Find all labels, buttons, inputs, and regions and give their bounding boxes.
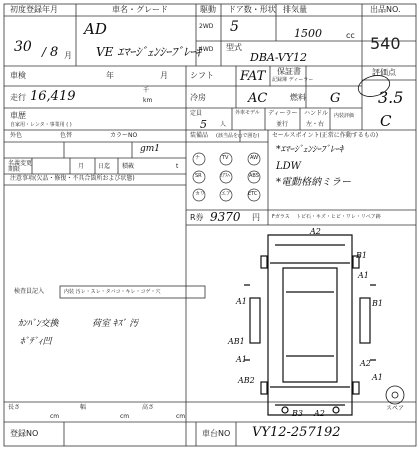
label-equipment-sub: (該当品を○で囲む) [216, 133, 260, 139]
label-inspector: 検査員記入 [14, 288, 45, 295]
label-score: 評価点 [372, 68, 396, 77]
label-color-new: 色替 [60, 132, 73, 139]
value-doors: 5 [230, 19, 239, 35]
damage-right-1: A1 [358, 271, 369, 280]
label-capacity-unit: 人 [220, 121, 227, 128]
label-f-glass-checks: トビ石・キズ・ヒビ・ワレ・リペア跡 [296, 214, 381, 220]
value-capacity: 5 [200, 118, 207, 131]
label-equipment: 装備品 [190, 132, 209, 139]
label-length-cm: cm [50, 413, 60, 420]
damage-rear-2: A2 [314, 409, 325, 418]
damage-front-right: B1 [356, 251, 367, 260]
label-registration-no: 登録NO [10, 429, 39, 438]
value-chassis-no: VY12-257192 [252, 425, 341, 440]
label-ton: t [176, 163, 179, 170]
damage-rear-1: B3 [292, 409, 303, 418]
label-4wd: 4WD [199, 46, 214, 53]
value-car-name: AD [84, 20, 107, 38]
label-ac: 冷房 [190, 93, 206, 102]
label-warranty: 保証書 [277, 67, 301, 76]
label-height: 高さ [142, 404, 155, 411]
label-inspector-items: 内装 汚レ・スレ・タバコ・キレ・コゲ・穴 [64, 289, 161, 295]
car-diagram-icon [244, 235, 376, 415]
label-inspection-month: 月 [160, 71, 168, 80]
label-displacement: 排気量 [283, 5, 307, 14]
label-width: 幅 [80, 404, 87, 411]
value-year: 30 [14, 39, 32, 55]
label-month-unit: 月 [64, 51, 72, 60]
label-month-2: 月 [78, 163, 85, 170]
damage-front: A2 [310, 227, 321, 236]
label-loaded: 積載 [122, 163, 135, 170]
equip-abs: ABS [249, 173, 259, 179]
value-mileage: 16,419 [30, 89, 76, 104]
damage-rear-left: AB2 [238, 376, 255, 385]
damage-left-3: A1 [236, 355, 247, 364]
label-km: km [143, 97, 153, 104]
damage-left-2: AB1 [228, 337, 245, 346]
label-door-shape: ドア数・形状 [228, 5, 276, 14]
note-3: ﾎﾞﾃﾞｨ凹 [20, 337, 52, 347]
label-dealer: ディーラー [268, 110, 298, 117]
equip-tv: TV [222, 155, 229, 161]
label-car-name-grade: 車名・グレード [112, 5, 168, 14]
value-recycle: 9370 [210, 210, 241, 224]
value-color-no: gm1 [140, 144, 161, 154]
label-height-cm: cm [176, 413, 186, 420]
label-color-old: 外色 [10, 132, 23, 139]
label-length: 長さ [8, 404, 21, 411]
value-fuel: G [330, 91, 341, 106]
value-grade: VE ｴﾏｰｼﾞｪﾝｼｰﾌﾞﾚｰｷ [96, 45, 202, 59]
equip-air: エア [221, 191, 232, 197]
note-1: ｶﾝﾊﾞﾝ交換 [18, 319, 59, 329]
label-model: 型式 [226, 43, 242, 52]
label-first-registration: 初度登録年月 [10, 5, 58, 14]
label-inspection-year: 年 [106, 71, 114, 80]
equip-leather: カワ [195, 191, 206, 197]
label-recycle: R券 [190, 213, 204, 222]
label-yen: 円 [252, 213, 260, 222]
label-sales-points: セールスポイント(正常に作動するもの) [272, 132, 379, 139]
label-listing-no: 出品NO. [370, 5, 401, 14]
equip-aw: AW [250, 155, 259, 161]
label-handle: ハンドル [304, 110, 329, 117]
label-cc: cc [346, 31, 355, 40]
value-model: DBA-VY12 [250, 51, 307, 64]
value-ac: AC [248, 91, 268, 106]
value-score: 3.5 [378, 88, 404, 107]
equip-sr: SR [195, 173, 202, 179]
damage-rear-right-1: A1 [372, 373, 383, 382]
value-interior-score: C [380, 112, 392, 130]
label-chassis-no: 車台NO [202, 429, 231, 438]
label-drive: 駆動 [200, 5, 216, 14]
label-mileage: 走行 [10, 93, 26, 102]
label-notes: 注意事項(欠品・修復・不具合箇所および状態) [10, 175, 135, 182]
value-listing-no: 540 [370, 34, 401, 53]
damage-left-1: A1 [236, 297, 247, 306]
label-color-no: カラーNO [110, 132, 138, 139]
value-month: 8 [50, 45, 59, 60]
equip-etc: ETC [248, 191, 258, 197]
label-history-sub: 自家用・レンタ・事業用 ( ) [10, 122, 72, 128]
value-displacement: 1500 [294, 27, 322, 40]
label-name-change: 名義変更期限 [8, 160, 33, 173]
label-spare: スペア [386, 405, 405, 412]
label-width-cm: cm [120, 413, 130, 420]
year-slash: / [42, 45, 47, 59]
label-outer-model: 外車モデル [235, 110, 260, 116]
label-shift: シフト [190, 71, 214, 80]
label-f-glass: Fガラス [272, 214, 290, 220]
sales-point-3: *電動格納ミラー [276, 177, 351, 188]
label-2wd: 2WD [199, 23, 214, 30]
label-dealer-sub: 並行 [276, 121, 289, 128]
label-handle-sub: 左・右 [306, 121, 325, 128]
label-warranty-sub: 記録簿 ディーラー [272, 77, 314, 83]
label-inspection: 車検 [10, 71, 26, 80]
sales-point-1: *ｴﾏｰｼﾞｪﾝｼｰﾌﾞﾚｰｷ [276, 145, 344, 155]
label-capacity: 定員 [190, 110, 203, 117]
label-km-thousand: 千 [143, 87, 150, 94]
damage-right-2: B1 [372, 299, 383, 308]
label-interior: 内装評価 [334, 113, 355, 119]
label-fuel: 燃料 [290, 93, 306, 102]
sales-point-2: LDW [276, 161, 301, 172]
label-history: 車歴 [10, 111, 26, 120]
equip-navi: ナ [195, 155, 201, 161]
value-shift: FAT [240, 69, 266, 84]
note-2: 荷室 ｷｽﾞ 汚 [92, 319, 139, 329]
equip-airbag: ｴｱｽﾍﾟ [220, 173, 233, 179]
label-day: 日迄 [98, 163, 111, 170]
damage-rear-right-2: A2 [360, 359, 371, 368]
